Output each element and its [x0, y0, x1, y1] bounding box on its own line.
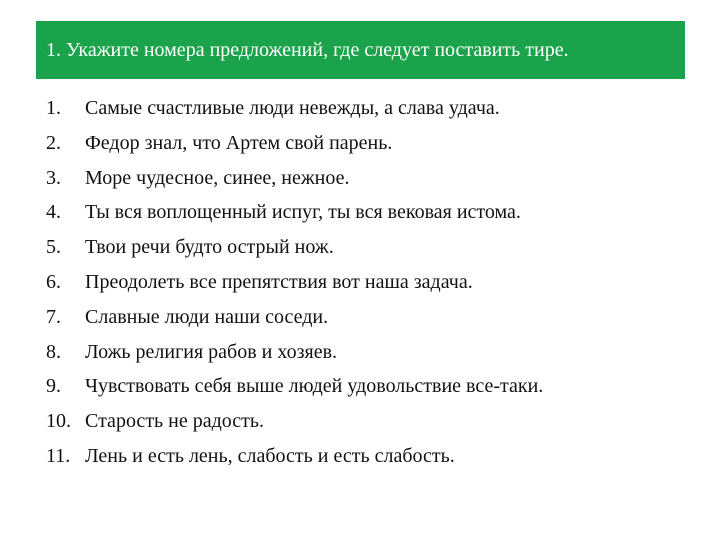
item-number: 5. [46, 236, 61, 259]
item-number: 4. [46, 201, 61, 224]
item-number: 11. [46, 444, 71, 467]
item-number: 8. [46, 340, 61, 363]
item-number: 7. [46, 305, 61, 328]
item-text: Федор знал, что Артем свой парень. [85, 131, 393, 154]
item-number: 3. [46, 166, 61, 189]
item-text: Самые счастливые люди невежды, а слава удача. [85, 97, 500, 119]
item-text: Ты вся воплощенный испуг, ты вся вековая истома. [85, 201, 521, 224]
item-text: Лень и есть лень, слабость и есть слабость. [85, 444, 455, 467]
item-number: 10. [46, 410, 71, 433]
item-text: Ложь религия рабов и хозяев. [85, 340, 338, 363]
item-text: Старость не радость. [85, 410, 265, 433]
task-title: 1. Укажите номера предложений, где следует поставить тире. [46, 38, 569, 61]
task-banner [36, 21, 685, 79]
item-text: Славные люди наши соседи. [85, 305, 329, 328]
item-number: 9. [46, 375, 61, 398]
item-text: Море чудесное, синее, нежное. [85, 166, 350, 189]
item-text: Твои речи будто острый нож. [85, 236, 334, 259]
item-text: Преодолеть все препятствия вот наша задача. [85, 270, 473, 293]
item-text: Чувствовать себя выше людей удовольствие все-таки. [85, 375, 544, 398]
item-number: 2. [46, 131, 61, 154]
item-number: 6. [46, 270, 61, 293]
item-number: 1. [46, 97, 61, 119]
